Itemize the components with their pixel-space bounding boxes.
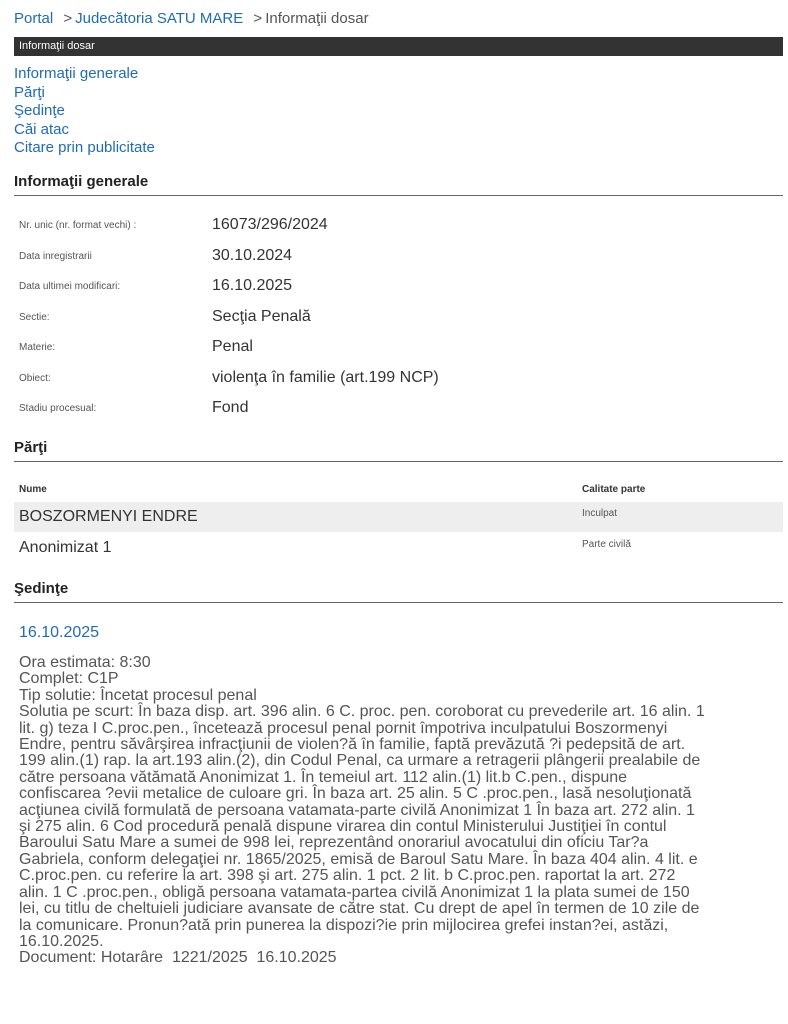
solution-line: Baroului Satu Mare a sumei de 998 lei, reprezentând onorariul avocatului din oficiu Tar?a [19,834,649,852]
info-label: Sectie: [19,312,50,323]
section-heading-general: Informaţii generale [14,173,783,196]
title-bar [14,37,783,56]
info-label: Data inregistrarii [19,251,92,262]
info-value: Penal [212,338,253,355]
hearing-document: Document: Hotarâre 1221/2025 16.10.2025 [19,949,337,967]
section-nav [14,65,155,158]
info-label: Obiect: [19,373,51,384]
solution-line: 16.10.2025. [19,932,104,950]
nav-link-cai-atac[interactable]: Căi atac [14,120,70,138]
solution-line: către persoana vătămată Anonimizat 1. În temeiul art. 112 alin.(1) lit.b C.pen., dispune [19,768,628,786]
info-label: Stadiu procesual: [19,403,97,414]
breadcrumb-portal-link[interactable]: Portal [14,10,54,27]
solution-line: Solutia pe scurt: În baza disp. art. 396 alin. 6 C. proc. pen. coroborat cu prevederile art. 16 alin. 1 [19,703,705,721]
breadcrumb [14,10,369,27]
solution-line: Endre, pentru săvârşirea infracţiunii de violen?ă în familie, faptă prevăzută ?i pedepsită de art. [19,736,686,754]
info-value: Fond [212,399,249,416]
party-name: Anonimizat 1 [19,539,112,556]
column-header-role: Calitate parte [582,484,646,495]
info-value: 30.10.2024 [212,247,293,264]
party-role: Inculpat [582,508,618,519]
info-label: Materie: [19,342,56,353]
hearing-panel: Complet: C1P [19,670,119,688]
solution-line: şi 275 alin. 6 Cod procedură penală dispune virarea din contul Ministerului Justiţiei în contul [19,818,667,836]
info-label: Data ultimei modificari: [19,281,121,292]
solution-line: alin. 1 C .proc.pen., obligă persoana vatamata-partea civilă Anonimizat 1 la plata sumei de 150 [19,883,690,901]
table-row [14,502,783,532]
solution-line: acţiunea civilă formulată de persoana vatamata-parte civilă Anonimizat 1 În baza art. 272 alin. 1 [19,801,695,819]
hearing-time: Ora estimata: 8:30 [19,654,151,671]
breadcrumb-court-link[interactable]: Judecătoria SATU MARE [75,10,244,27]
solution-line: lei, cu titlu de cheltuieli judiciare avansate de către stat. Cu drept de apel în termen de 10 zile de [19,900,700,918]
section-heading-parti: Părţi [14,439,783,462]
hearing-details [19,655,783,967]
solution-line: confiscarea ?evii metalice de culoare gri. În baza art. 25 alin. 5 C .proc.pen., lasă nesoluţionată [19,785,692,803]
nav-link-informatii-generale[interactable]: Informaţii generale [14,65,139,82]
solution-line: la comunicare. Pronun?ată prin punerea la dispozi?ie prin mijlocirea grefei instan?ei, astăzi, [19,916,669,934]
solution-line: lit. g) teza I C.proc.pen., încetează procesul penal pornit împotriva inculpatului Boszormenyi [19,719,668,737]
info-value: 16.10.2025 [212,277,293,294]
table-row [14,533,783,563]
nav-link-parti[interactable]: Părţi [14,83,45,101]
solution-line: C.proc.pen. cu referire la art. 398 şi art. 275 alin. 1 pct. 2 lit. b C.proc.pen. raportat la art. 272 [19,867,676,885]
nav-link-sedinte[interactable]: Şedinţe [14,102,65,119]
hearing-date: 16.10.2025 [19,624,100,641]
info-value: Secţia Penală [212,308,311,325]
nav-link-citare-publicitate[interactable]: Citare prin publicitate [14,139,155,156]
parti-table-header [19,484,779,495]
info-value: violenţa în familie (art.199 NCP) [212,369,439,386]
info-value: 16073/296/2024 [212,216,328,233]
breadcrumb-separator: > [63,10,73,27]
breadcrumb-separator: > [253,10,263,27]
party-name: BOSZORMENYI ENDRE [19,508,198,525]
column-header-name: Nume [19,484,47,495]
breadcrumb-current: Informaţii dosar [265,10,369,27]
solution-line: 199 alin.(1) rap. la art.193 alin.(2), din Codul Penal, ca urmare a retragerii plângerii prealabile de [19,752,701,770]
party-role: Parte civilă [582,539,631,550]
solution-line: Gabriela, conform delegaţiei nr. 1865/2025, emisă de Baroul Satu Mare. În baza 404 alin. 4 lit. e [19,850,698,868]
section-heading-sedinte: Şedinţe [14,580,783,603]
solution-type: Tip solutie: Încetat procesul penal [19,686,257,704]
title-bar-label: Informaţii dosar [19,40,95,52]
info-label: Nr. unic (nr. format vechi) : [19,220,137,231]
